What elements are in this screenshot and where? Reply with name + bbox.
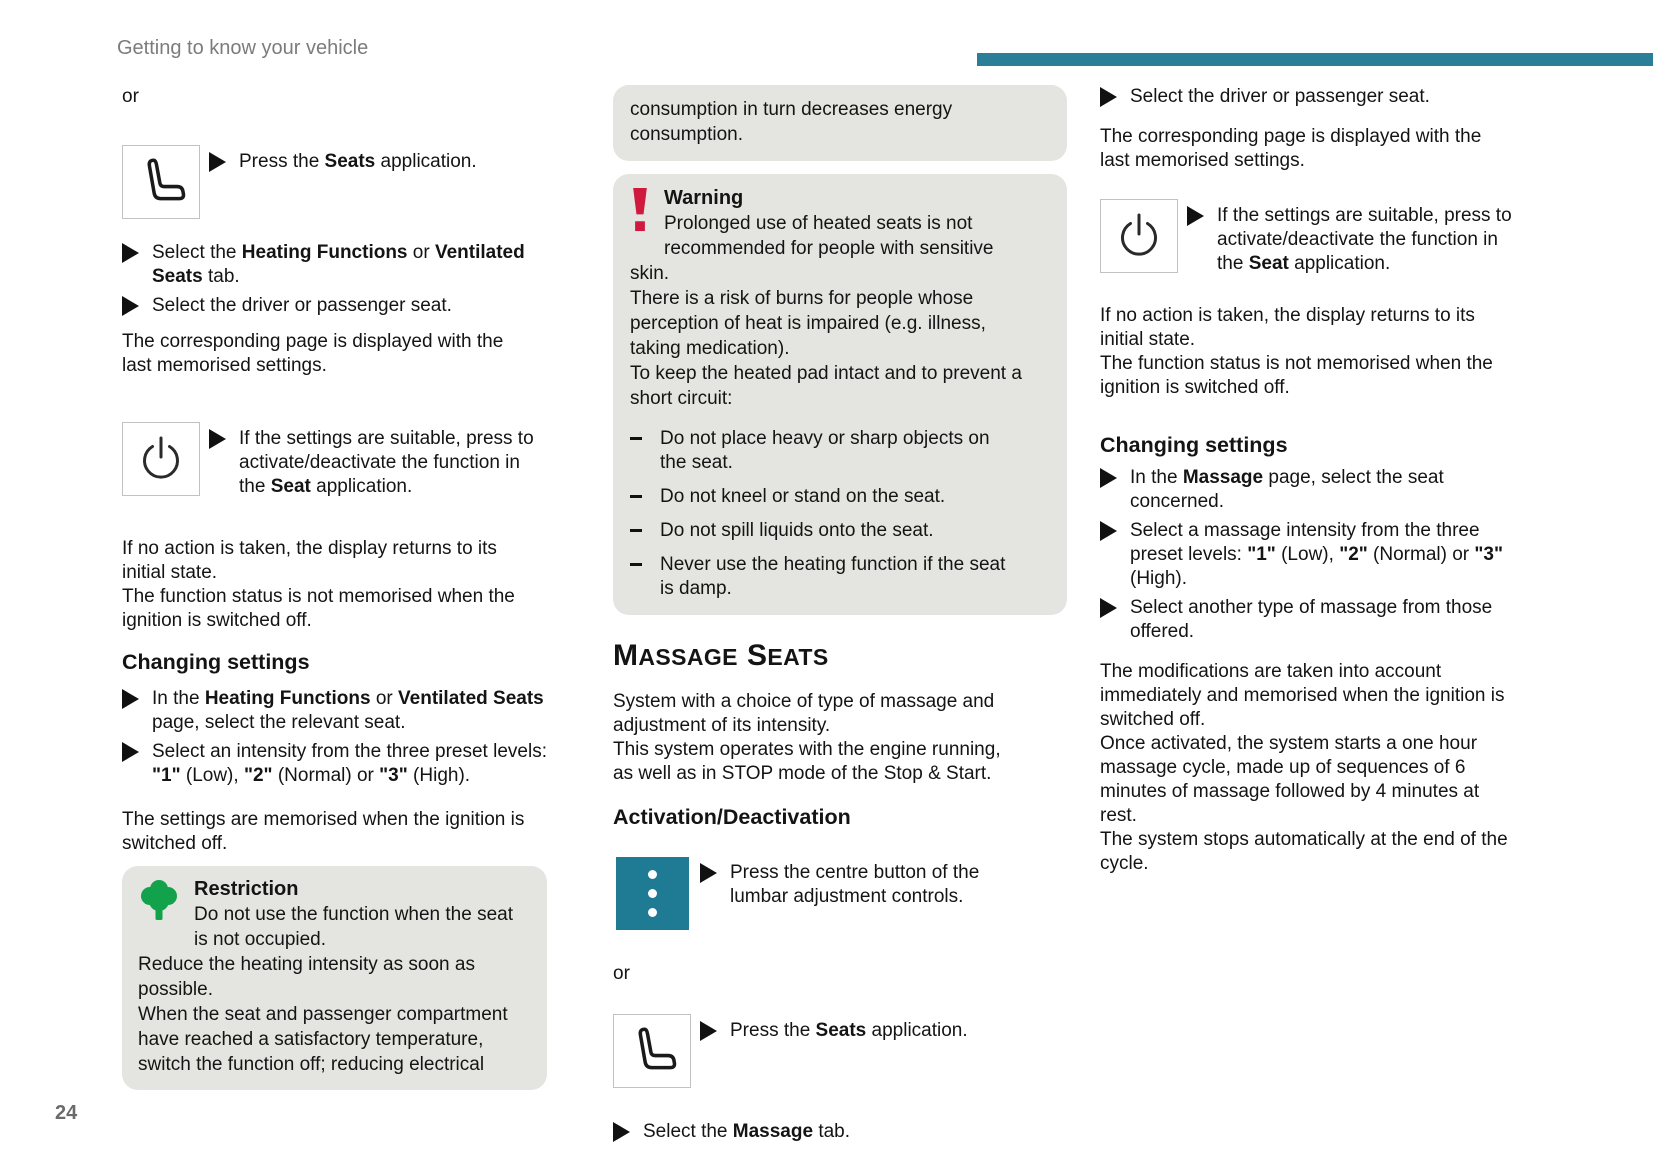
paragraph: The settings are memorised when the ignition is switched off.	[122, 809, 525, 854]
or-connector: or	[122, 86, 139, 107]
restriction-note-box	[122, 866, 547, 1090]
bullet-text: Select a massage intensity from the three preset levels: "1" (Low), "2" (Normal) or "3" (High).	[1130, 520, 1503, 589]
bullet-item	[1100, 596, 1512, 644]
bullet-item	[1100, 519, 1512, 591]
lumbar-controls-row	[613, 856, 1067, 930]
seats-app-row	[122, 145, 547, 219]
bullet-triangle-icon	[700, 863, 717, 883]
paragraph: This system operates with the engine running, as well as in STOP mode of the Stop & Start.	[613, 739, 1001, 784]
bullet-item	[1100, 466, 1512, 514]
column-right	[1100, 85, 1512, 876]
dash-icon	[630, 437, 642, 440]
activation-heading: Activation/Deactivation	[613, 805, 851, 829]
paragraph: The modifications are taken into account immediately and memorised when the ignition is switched off.	[1100, 661, 1505, 730]
massage-seats-heading: MASSAGE SEATS	[613, 639, 829, 672]
paragraph: The system stops automatically at the end of the cycle.	[1100, 829, 1508, 874]
bullet-triangle-icon	[122, 296, 139, 316]
dash-icon	[630, 529, 642, 532]
paragraph-group	[613, 690, 1067, 786]
bullet-triangle-icon	[122, 689, 139, 709]
bullet-item	[209, 150, 477, 174]
bullet-text: If the settings are suitable, press to activate/deactivate the function in the Seat application.	[1217, 205, 1512, 274]
bullet-item	[122, 740, 547, 788]
bullet-text: If the settings are suitable, press to activate/deactivate the function in the Seat application.	[239, 428, 534, 497]
changing-settings-heading: Changing settings	[1100, 433, 1288, 457]
power-icon-box	[1100, 199, 1178, 273]
bullet-text: Select the Massage tab.	[643, 1121, 851, 1142]
bullet-triangle-icon	[209, 429, 226, 449]
page-number: 24	[55, 1102, 78, 1124]
bullet-text: In the Massage page, select the seat concerned.	[1130, 467, 1444, 512]
paragraph: If no action is taken, the display returns to its initial state.	[1100, 305, 1475, 350]
paragraph-group	[1100, 660, 1512, 876]
bullet-text: Select the driver or passenger seat.	[1130, 86, 1430, 107]
bullet-item	[209, 427, 534, 499]
warning-note-box	[613, 174, 1067, 615]
page-header-title: Getting to know your vehicle	[117, 37, 369, 59]
bullet-item	[1187, 204, 1512, 276]
note-line: To keep the heated pad intact and to prevent a short circuit:	[630, 363, 1022, 409]
bullet-text: Select the Heating Functions or Ventilated Seats tab.	[152, 242, 525, 287]
car-seat-icon	[133, 154, 189, 210]
changing-settings-heading: Changing settings	[122, 650, 310, 674]
dash-icon	[630, 563, 642, 566]
power-icon	[1111, 208, 1167, 264]
bullet-text: Select an intensity from the three preset levels: "1" (Low), "2" (Normal) or "3" (High).	[152, 741, 547, 786]
bullet-triangle-icon	[1100, 87, 1117, 107]
bullet-text: Press the centre button of the lumbar adjustment controls.	[730, 862, 980, 907]
paragraph-group	[1100, 304, 1512, 400]
dash-icon	[630, 495, 642, 498]
bullet-item	[122, 241, 547, 289]
bullet-list	[122, 687, 547, 788]
dash-item: Do not place heavy or sharp objects on the seat.	[630, 427, 1027, 475]
bullet-triangle-icon	[209, 152, 226, 172]
warning-icon-svg	[630, 188, 650, 233]
bullet-triangle-icon	[1100, 468, 1117, 488]
overflow-note-box: consumption in turn decreases energy consumption.	[613, 85, 1067, 161]
note-line: Reduce the heating intensity as soon as possible.	[138, 954, 475, 1000]
bullet-triangle-icon	[1100, 521, 1117, 541]
seats-app-icon	[613, 1014, 691, 1088]
bullet-item	[700, 861, 1025, 909]
dash-item: Do not spill liquids onto the seat.	[630, 519, 1027, 543]
paragraph-group	[122, 537, 547, 633]
paragraph: The function status is not memorised when the ignition is switched off.	[1100, 353, 1493, 398]
bullet-text: Press the Seats application.	[239, 151, 477, 172]
bullet-triangle-icon	[1187, 206, 1204, 226]
paragraph: Once activated, the system starts a one hour massage cycle, made up of sequences of 6 minutes of massage followed by 4 minutes at rest.	[1100, 733, 1480, 826]
car-seat-icon	[624, 1023, 680, 1079]
paragraph: The function status is not memorised when the ignition is switched off.	[122, 586, 515, 631]
bullet-list	[1100, 466, 1512, 644]
seats-app-icon	[122, 145, 200, 219]
warning-dash-list	[630, 427, 1027, 601]
power-icon	[133, 431, 189, 487]
tree-icon-svg	[138, 879, 180, 925]
note-line: Prolonged use of heated seats is not recommended for people with sensitive skin.	[630, 213, 994, 284]
bullet-triangle-icon	[122, 243, 139, 263]
tree-icon	[138, 879, 180, 932]
warning-exclamation-icon	[630, 188, 650, 240]
lumbar-controls-icon	[616, 857, 689, 930]
paragraph: The corresponding page is displayed with the last memorised settings.	[1100, 126, 1482, 171]
bullet-triangle-icon	[700, 1021, 717, 1041]
lumbar-controls-icon-box	[613, 856, 691, 930]
note-line: Do not use the function when the seat is not occupied.	[194, 904, 513, 950]
note-line: There is a risk of burns for people whose perception of heat is impaired (e.g. illness, taking medication).	[630, 288, 986, 359]
paragraph: The corresponding page is displayed with the last memorised settings.	[122, 331, 504, 376]
bullet-triangle-icon	[1100, 598, 1117, 618]
power-row	[122, 422, 547, 499]
or-connector: or	[613, 963, 630, 984]
paragraph: If no action is taken, the display returns to its initial state.	[122, 538, 497, 583]
warning-title: Warning	[664, 187, 744, 209]
column-left	[122, 85, 547, 1090]
bullet-text: Select another type of massage from those offered.	[1130, 597, 1493, 642]
note-line: When the seat and passenger compartment have reached a satisfactory temperature, switch the function off; reducing electrical	[138, 1004, 508, 1075]
paragraph: System with a choice of type of massage and adjustment of its intensity.	[613, 691, 995, 736]
power-icon-box	[122, 422, 200, 496]
bullet-text: In the Heating Functions or Ventilated Seats page, select the relevant seat.	[152, 688, 544, 733]
power-row	[1100, 199, 1512, 276]
bullet-item	[700, 1019, 968, 1043]
column-middle	[613, 85, 1067, 1144]
seats-app-row	[613, 1014, 1067, 1088]
bullet-item	[122, 294, 547, 318]
dash-item: Do not kneel or stand on the seat.	[630, 485, 1027, 509]
bullet-triangle-icon	[613, 1122, 630, 1142]
bullet-item	[122, 687, 547, 735]
bullet-triangle-icon	[122, 742, 139, 762]
dash-item: Never use the heating function if the seat is damp.	[630, 553, 1027, 601]
bullet-item	[1100, 85, 1512, 109]
bullet-item	[613, 1120, 1067, 1144]
bullet-text: Select the driver or passenger seat.	[152, 295, 452, 316]
restriction-title: Restriction	[194, 878, 299, 900]
bullet-list	[122, 241, 547, 318]
bullet-text: Press the Seats application.	[730, 1020, 968, 1041]
header-accent-bar	[977, 53, 1653, 66]
